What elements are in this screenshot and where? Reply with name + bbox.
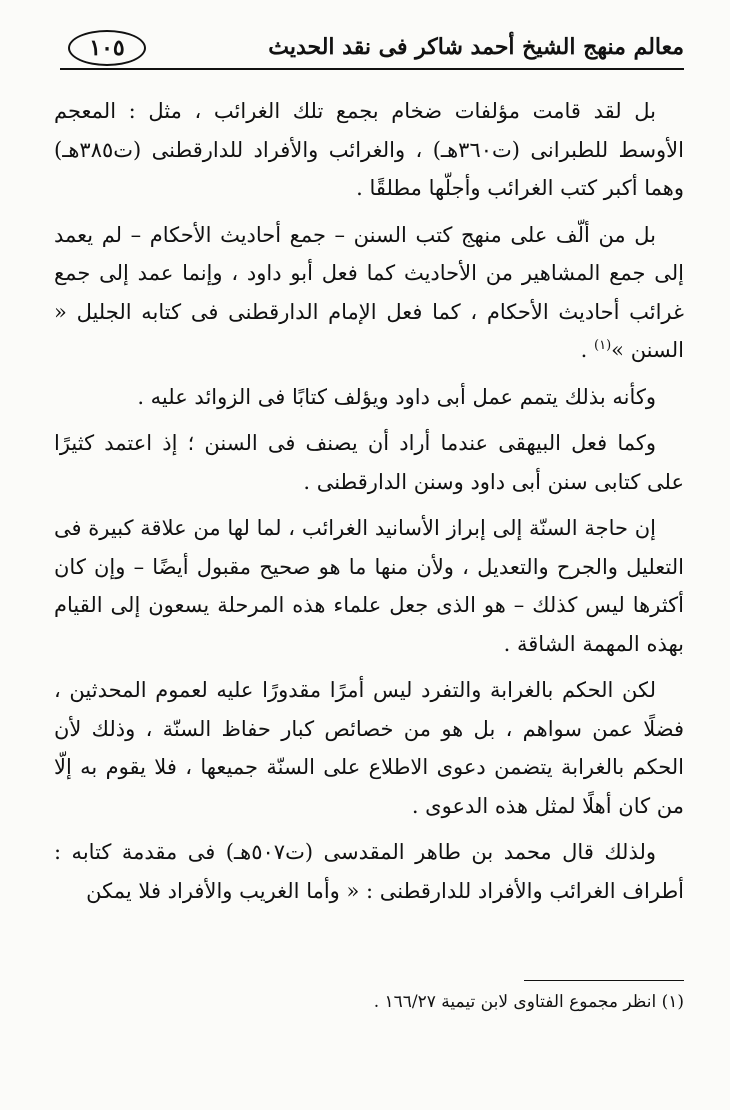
paragraph-2-text: بل من ألّف على منهج كتب السنن – جمع أحاديث الأحكام – لم يعمد إلى جمع المشاهير من الأحاديث كما فعل أبو داود ، وإنما عمد إلى جمع غرائب أحاديث الأحكام ، كما فعل الإمام الدارقطنى فى كتابه الجليل « السنن » — [54, 222, 684, 362]
paragraph-3 — [54, 378, 684, 417]
footnote: (١) انظر مجموع الفتاوى لابن تيمية ١٦٦/٢٧ . — [373, 992, 684, 1012]
running-title: معالم منهج الشيخ أحمد شاكر فى نقد الحديث — [268, 34, 684, 60]
paragraph-7 — [54, 833, 684, 910]
paragraph-6 — [54, 671, 684, 825]
footnote-rule — [524, 980, 684, 981]
paragraph-1 — [54, 92, 684, 208]
paragraph-4 — [54, 424, 684, 501]
footnote-reference[interactable]: (١) — [594, 338, 612, 353]
page-number: ١٠٥ — [68, 30, 146, 66]
paragraph-7-text: ولذلك قال محمد بن طاهر المقدسى (ت٥٠٧هـ) فى مقدمة كتابه : أطراف الغرائب والأفراد للدارقطنى : « وأما الغريب والأفراد فلا يمكن — [54, 840, 684, 903]
header-rule — [60, 68, 684, 70]
paragraph-5 — [54, 509, 684, 663]
paragraph-3-text: وكأنه بذلك يتمم عمل أبى داود ويؤلف كتابًا فى الزوائد عليه . — [137, 384, 656, 409]
paragraph-6-text: لكن الحكم بالغرابة والتفرد ليس أمرًا مقدورًا عليه لعموم المحدثين ، فضلًا عمن سواهم ، بل هو من خصائص كبار حفاظ السنّة ، وذلك لأن الحكم بالغرابة يتضمن دعوى الاطلاع على السنّة جميعها ، فلا يقوم به إلّا من كان أهلًا لمثل هذه الدعوى . — [54, 678, 684, 818]
page-header — [60, 20, 684, 84]
paragraph-2 — [54, 216, 684, 370]
paragraph-4-text: وكما فعل البيهقى عندما أراد أن يصنف فى السنن ؛ إذ اعتمد كثيرًا على كتابى سنن أبى داود وسنن الدارقطنى . — [54, 431, 684, 494]
paragraph-2-end: . — [580, 338, 595, 362]
paragraph-1-text: بل لقد قامت مؤلفات ضخام بجمع تلك الغرائب ، مثل : المعجم الأوسط للطبرانى (ت٣٦٠هـ) ، والغرائب والأفراد للدارقطنى (ت٣٨٥هـ) وهما أكبر كتب الغرائب وأجلّها مطلقًا . — [54, 99, 684, 200]
body-text — [54, 92, 684, 918]
paragraph-5-text: إن حاجة السنّة إلى إبراز الأسانيد الغرائب ، لما لها من علاقة كبيرة فى التعليل والجرح والتعديل ، ولأن منها ما هو صحيح مقبول أيضًا – وإن كان أكثرها ليس كذلك – هو الذى جعل علماء هذه المرحلة يسعون إلى القيام بهذه المهمة الشاقة . — [54, 516, 684, 656]
